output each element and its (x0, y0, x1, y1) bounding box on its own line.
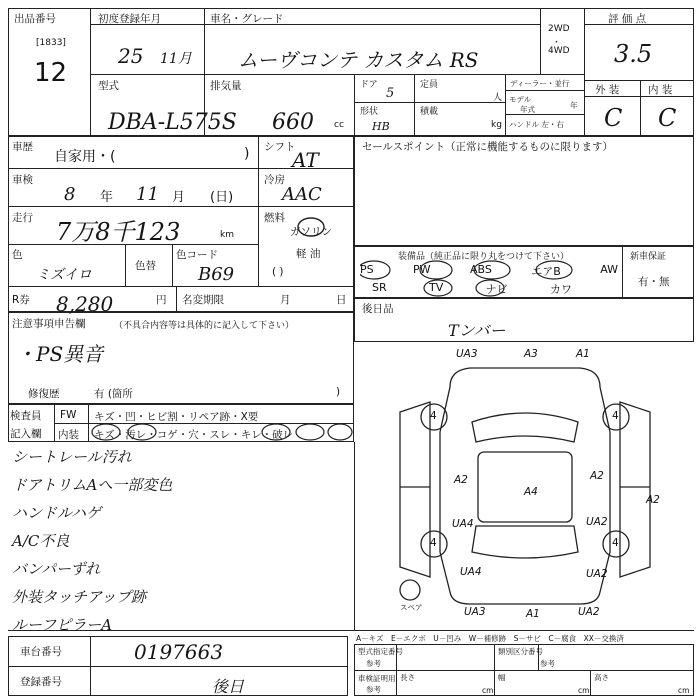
fuel-other: ( ) (272, 266, 284, 278)
model-value: DBA-L575S (108, 110, 237, 135)
damage-mark: UA2 (586, 516, 608, 528)
lot-number-label: 出品番号 (14, 13, 56, 25)
model-year-sub: 年式 (520, 105, 535, 114)
displacement-label: 排気量 (210, 80, 242, 92)
inspection-year-unit: 年 (100, 190, 114, 205)
ac-value: AAC (282, 184, 322, 205)
inspector-entry-label: 記入欄 (10, 428, 42, 440)
drive-4wd: 4WD (548, 46, 570, 56)
damage-mark: A2 (454, 474, 468, 486)
doors-value: 5 (386, 86, 395, 101)
note-line: A/C不良 (12, 532, 70, 550)
note-line: 外装タッチアップ跡 (12, 588, 146, 606)
shape-label: 形状 (360, 107, 379, 117)
doors-label: ドア (360, 80, 378, 90)
repair-label: 修復歴 (28, 388, 60, 400)
mileage-unit: km (220, 230, 234, 240)
model-label: 型式 (98, 80, 119, 92)
equipment-ps: PS (360, 263, 374, 276)
name-change-label: 名変期限 (182, 294, 224, 306)
inspector-label: 検査員 (10, 410, 42, 422)
notes-label: 注意事項申告欄 (12, 318, 86, 330)
history-close: ) (244, 146, 250, 162)
sales-point-label: セールスポイント（正常に機能するものに限ります） (362, 141, 614, 153)
load-unit: kg (491, 120, 502, 130)
equipment-abs: ABS (469, 263, 492, 276)
equipment-leather: カワ (549, 283, 572, 296)
category-ref: 参考 (540, 659, 555, 668)
fw-text: キズ・凹・ヒビ割・リペア跡・X要 (94, 411, 259, 423)
interior-label: 内 装 (648, 84, 673, 96)
new-car-warranty-label: 新車保証 (630, 252, 667, 262)
displacement-unit: cc (334, 120, 344, 130)
registration-label: 登録番号 (20, 676, 62, 688)
wheel-mark: 4 (430, 537, 437, 549)
inspection-month: 11 (136, 184, 159, 205)
lot-code: [1833] (36, 38, 66, 48)
wheel-mark: 4 (430, 410, 437, 422)
inspection-day: (日) (210, 190, 234, 205)
damage-mark: UA2 (586, 568, 608, 580)
history-value: 自家用・( (54, 149, 116, 165)
color-change-label: 色替 (135, 260, 156, 272)
grade-value: 3.5 (614, 40, 653, 68)
height-label: 高さ (594, 673, 609, 682)
equipment-aw: AW (600, 263, 618, 276)
shift-label: シフト (264, 141, 296, 153)
first-registration-label: 初度登録年月 (98, 13, 161, 25)
drive-separator: ・ (552, 38, 562, 48)
interior-check-label: 内装 (58, 429, 79, 441)
interior-check-circles (90, 421, 354, 443)
inspection-year: 8 (64, 184, 76, 205)
drive-2wd: 2WD (548, 24, 570, 34)
damage-mark: A3 (524, 348, 538, 360)
warranty-value: 有・無 (638, 276, 670, 288)
notes-value: ・PS異音 (16, 342, 104, 366)
damage-legend: A－キズ E－エクボ U－凹み W－補修跡 S－サビ C－腐食 XX－交換済 (356, 634, 624, 643)
name-change-day: 日 (336, 294, 347, 306)
fuel-label: 燃料 (264, 212, 285, 224)
name-change-month: 月 (280, 294, 291, 306)
damage-mark: A4 (524, 486, 538, 498)
equipment-navi: ナビ (485, 283, 508, 296)
equipment-circles (360, 258, 620, 298)
damage-mark: A2 (646, 494, 660, 506)
recycle-unit: 円 (156, 294, 167, 306)
note-line: シートレール汚れ (12, 448, 132, 466)
note-line: ルーフピラーA (12, 616, 113, 634)
history-label: 車歴 (12, 141, 33, 153)
chassis-label: 車台番号 (20, 646, 62, 658)
designation-label: 型式指定番号 (358, 647, 403, 656)
interior-check-text: キズ・汚レ・コゲ・穴・スレ・キレ・破レ (94, 429, 294, 441)
repair-close: ) (336, 386, 341, 398)
certificate-label: 車検証明用 (358, 674, 396, 683)
model-year-unit: 年 (570, 101, 578, 110)
ac-label: 冷房 (264, 174, 285, 186)
first-registration-year: 25 (118, 44, 144, 68)
capacity-label: 定員 (420, 80, 439, 90)
registration-value: 後日 (212, 677, 245, 696)
equipment-airbag: エアB (531, 265, 561, 278)
length-unit: cm (482, 686, 494, 695)
chassis-value: 0197663 (134, 640, 224, 664)
capacity-unit: 人 (493, 93, 503, 103)
damage-mark: UA4 (460, 566, 482, 578)
first-registration-month: 11月 (160, 51, 192, 67)
load-label: 積載 (420, 107, 439, 117)
certificate-ref: 参考 (366, 685, 381, 694)
rear-items-label: 後日品 (362, 303, 394, 315)
wheel-mark: 4 (612, 537, 619, 549)
color-value: ミズイロ (36, 267, 92, 283)
fuel-diesel: 軽 油 (296, 248, 321, 260)
spare-label: スペア (400, 603, 423, 612)
width-unit: cm (578, 686, 590, 695)
width-label: 幅 (498, 673, 506, 682)
shape-value: HB (372, 120, 390, 133)
grade-label: 評 価 点 (608, 13, 647, 25)
note-line: ハンドルハゲ (12, 504, 101, 522)
shift-value: AT (292, 148, 319, 172)
color-code-label: 色コード (176, 249, 218, 261)
handle-label: ハンドル 左・右 (509, 120, 564, 129)
damage-mark: UA2 (578, 606, 600, 618)
dealer-label: ディーラー・並行 (510, 79, 570, 88)
damage-mark: UA3 (464, 606, 486, 618)
note-line: ドアトリムAへ一部変色 (12, 476, 173, 494)
length-label: 長さ (400, 673, 415, 682)
handwritten-notes (12, 446, 352, 642)
damage-mark: UA4 (452, 518, 474, 530)
color-label: 色 (12, 249, 23, 261)
car-name-label: 車名・グレード (210, 13, 284, 25)
note-line: バンパーずれ (12, 560, 101, 578)
damage-mark: A1 (526, 608, 540, 620)
equipment-sr: SR (372, 281, 387, 294)
category-label: 類別区分番号 (498, 647, 543, 656)
notes-instruction: （不具合内容等は具体的に記入して下さい） (114, 321, 295, 331)
car-name: ムーヴコンテ カスタム RS (238, 48, 479, 72)
lot-number: 12 (34, 58, 68, 88)
recycle-label: R券 (12, 294, 30, 306)
inspection-label: 車検 (12, 174, 33, 186)
damage-mark: UA3 (456, 348, 478, 360)
repair-value: 有 (箇所 (94, 388, 133, 400)
inspection-month-unit: 月 (172, 190, 186, 205)
damage-mark: A1 (576, 348, 590, 360)
damage-mark: A2 (590, 470, 604, 482)
displacement-value: 660 (272, 110, 314, 135)
mileage-label: 走行 (12, 212, 33, 224)
equipment-tv: TV (429, 281, 444, 294)
fw-label: FW (60, 409, 77, 421)
equipment-title: 装備品（純正品に限り丸をつけて下さい） (398, 252, 570, 262)
designation-ref: 参考 (366, 659, 381, 668)
wheel-mark: 4 (612, 410, 619, 422)
fuel-gasoline: ガソリン (290, 226, 332, 238)
exterior-value: C (604, 104, 623, 132)
exterior-label: 外 装 (595, 84, 620, 96)
mileage-value: 7万8千123 (56, 218, 181, 246)
recycle-value: 8,280 (56, 292, 114, 316)
rear-items-value: Tンバー (448, 321, 506, 340)
height-unit: cm (678, 686, 690, 695)
model-year-label: モデル (509, 95, 532, 104)
rear-items-block (354, 298, 694, 342)
spare-tire (400, 580, 420, 600)
fuel-circle (296, 216, 326, 238)
interior-value: C (658, 104, 677, 132)
color-code-value: B69 (198, 264, 235, 285)
equipment-pw: PW (413, 263, 431, 276)
